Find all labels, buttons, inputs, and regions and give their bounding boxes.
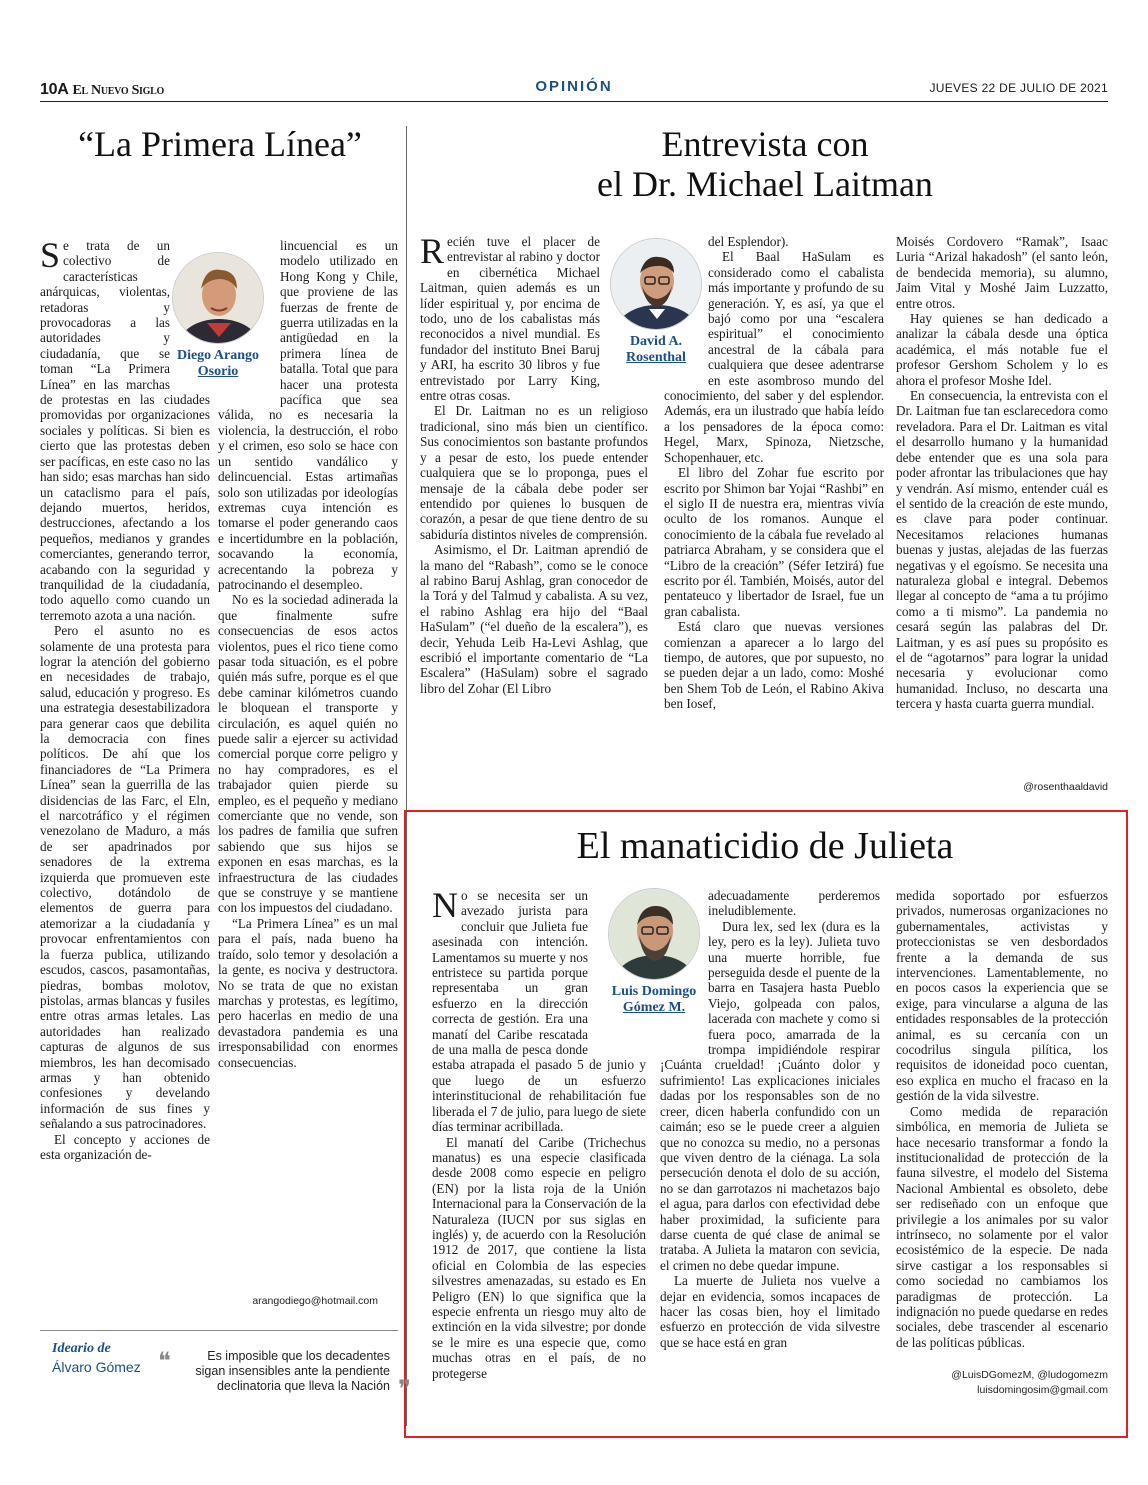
article2-paragraph: Asimismo, el Dr. Laitman aprendió de la mano del “Rabash”, como se le conoce al rabino Baruj Ashlag, gran conocedor de la Torá y del Talmud y cabalista. A su vez, el rabino Ashlag era hijo del “Baal HaSulam” (“el dueño de la escalera”), es decir, Yehuda Leib Ha-Levi Ashlag, que escribió el importante comentario de “La Escalera” (HaSulam) sobre el sagrado libro del Zohar (El Libro xyxy=(420,542,648,696)
article2-column-1 xyxy=(420,234,648,804)
article2-author-first: David A. xyxy=(629,334,683,349)
photo-space xyxy=(218,238,280,406)
ideario-label: Ideario de xyxy=(52,1341,111,1356)
photo-space xyxy=(660,888,708,1056)
article3-title xyxy=(420,826,1110,868)
article2-paragraph: del Esplendor). xyxy=(708,234,789,249)
article1-paragraph: “La Primera Línea” es un mal para el país, nada bueno ha traído, solo temor y desolación a la gente, es nociva y destructora. No se trata de que no existan marchas y protestas, es legítimo, pero hacerlas en medio de una devastadora pandemia es una irresponsabilidad con enormes consecuencias. xyxy=(218,915,398,1070)
article2-paragraph: El libro del Zohar fue escrito por escrito por Shimon bar Yojai “Rashbi” en el siglo II de nuestra era, mientras vivía oculto de los romanos. Aunque el conocimiento de la cábala fue revelado al patriarca Abraham, y se considera que el “Libro de la creación” (Séfer Ietzirá) fue escrito por él. También, Moisés, autor del pentateuco y libertador de Israel, fue un gran cabalista. xyxy=(664,465,884,619)
article3-paragraph: medida soportado por esfuerzos privados, numerosas organizaciones no gubernamentales, activistas y proteccionistas se ven desbordados frente a la demanda de sus intervenciones. Lamentablemente, no en pocos casos la experiencia que se exige, para vincularse a alguna de las entidades responsables de la protección animal, es su cercanía con un cocodrilus singula pilítica, los requisitos de idoneidad poco cuentan, eso explica en mucho el fracaso en la gestión de la vida silvestre. xyxy=(896,888,1108,1104)
article1-signature: arangodiego@hotmail.com xyxy=(252,1295,378,1307)
article1-column-1 xyxy=(40,238,210,1308)
photo-space xyxy=(600,234,648,386)
article3-paragraph: El manatí del Caribe (Trichechus manatus) es una especie clasificada desde 2008 como especie en peligro (EN) por la lista roja de la Unión Internacional para la Conservación de la Naturaleza (IUCN por sus siglas en inglés) y, de acuerdo con la Resolución 1912 de 2017, que contiene la lista oficial en Colombia de las especies silvestres amenazadas, su estado es En Peligro (EN) lo que significa que la especie enfrenta un riesgo muy alto de extinción en la vida silvestre; por donde se le mire es una especie que, como muchas otras en el país, de no protegerse xyxy=(432,1134,646,1381)
article3-paragraph: La muerte de Julieta nos vuelve a dejar en evidencia, somos incapaces de hacer las cosas bien, hoy el limitado esfuerzo en protección de vida silvestre que se hace está en gran xyxy=(660,1273,880,1350)
photo-space xyxy=(588,888,646,1056)
article2-column-3 xyxy=(896,234,1108,774)
article3-paragraph: Dura lex, sed lex (dura es la ley, pero es la ley). Julieta tuvo una muerte horrible, fue perseguida desde el puente de la barra en Tasajera hasta Pueblo Viejo, golpeada con palos, lacerada con machete y como si fuera poco, amarrada de la trompa impidiéndole respirar ¡Cuánta crueldad! ¡Cuánto dolor y sufrimiento! Las explicaciones iniciales dadas por los responsables son de no creer, dicen haberla confundido con un caimán; eso se le puede creer a alguien que no conozca su medio, no a personas que viven dentro de la ciénaga. La sola persecución denota el dolo de su acción, no se dan garrotazos ni machetazos bajo el agua, para darlos con efectividad debe haber proximidad, la suficiente para darse cuenta de qué clase de animal se trataba. A Julieta la mataron con sevicia, el crimen no debe quedar impune. xyxy=(660,918,880,1273)
article3-author-first: Luis Domingo xyxy=(611,984,697,999)
section-title: OPINIÓN xyxy=(535,78,613,95)
article2-title-line2: el Dr. Michael Laitman xyxy=(597,163,933,204)
ideario-quote: Es imposible que los decadentes sigan insensibles ante la pendiente declinatoria que lleva la Nación xyxy=(195,1349,390,1393)
article3-signature xyxy=(860,1368,1108,1398)
article2-author-last: Rosenthal xyxy=(626,350,686,365)
ideario-author: Álvaro Gómez xyxy=(52,1359,141,1375)
article1-author-first: Diego Arango xyxy=(176,348,260,363)
page-header xyxy=(40,78,1108,102)
article1-column-2 xyxy=(218,238,398,1308)
article1-title-text: “La Primera Línea” xyxy=(78,124,362,164)
article3-signature-email: luisdomingosim@gmail.com xyxy=(977,1384,1108,1396)
article2-paragraph: Recién tuve el placer de entrevistar al rabino y doctor en cibernética Michael Laitman, quien además es un líder espiritual y, por encima de todo, uno de los cabalistas más reconocidos a nivel mundial. Es fundador del instituto Bnei Baruj y ARI, ha escrito 30 libros y fue entrevistado por Larry King, entre otras cosas. xyxy=(420,234,600,404)
page-number: 10A xyxy=(40,81,69,98)
article3-dropcap: N xyxy=(432,888,458,925)
article3-paragraph: No se necesita ser un avezado jurista para concluir que Julieta fue asesinada con intención. Lamentamos su muerte y nos entristece su partida porque representaba un gran esfuerzo en la dirección correcta de gestión. Era una manatí del Caribe rescatada de una malla de pesca donde estaba atrapada el pasado 5 de junio y que luego de un esfuerzo interinstitucional de rehabilitación fue liberada el 7 de julio, para luego de siete días terminar acribillada. xyxy=(432,888,646,1135)
article2-column-2 xyxy=(664,234,884,794)
article2-paragraph: Hay quienes se han dedicado a analizar la cábala desde una óptica académica, el más notable fue el profesor Gershom Scholem y lo es ahora el profesor Moshe Idel. xyxy=(896,311,1108,388)
article2-title-line1: Entrevista con xyxy=(661,124,869,164)
article2-paragraph: En consecuencia, la entrevista con el Dr. Laitman fue tan esclarecedora como reveladora. Para el Dr. Laitman es vital el desarrollo humano y la humanidad debe entender que es una sola para poder afrontar las tribulaciones que hay y vendrán. Así mismo, entender cuál es el sentido de la creación de este mundo, es clave para poder continuar. Necesitamos relaciones humanas buenas y justas, alejadas de las fuerzas negativas y el egoísmo. Se necesita una naturaleza global e integral. Debemos llegar al concepto de “ama a tu prójimo como a ti mismo”. La pandemia no cesará según las palabras del Dr. Laitman, y es así pues su propósito es el de “agotarnos” para lograr la unidad necesaria y evolucionar como humanidad. Incluso, no descarta una tercera y hasta cuarta guerra mundial. xyxy=(896,388,1108,712)
article3-column-1 xyxy=(432,888,646,1384)
article1-paragraph: El concepto y acciones de esta organización de- xyxy=(40,1131,210,1162)
article1-paragraph: Pero el asunto no es solamente de una protesta para lograr la atención del gobierno en necesidades de trabajo, salud, educación y progreso. Es una estrategia desestabilizadora para generar caos que debilita la democracia con fines políticos. De ahí que los financiadores de “La Primera Línea” sean la guerrilla de las disidencias de las Farc, el Eln, el narcotráfico y el régimen venezolano de Maduro, a más de ser apadrinados por senadores de la extrema izquierda que promueven este colectivo, dotándolo de elementos de guerra para atemorizar a la ciudadanía y provocar enfrentamientos con la fuerza publica, utilizando escudos, cascos, pasamontañas, piedras, bombas molotov, pistolas, armas blancas y fusiles entre otras armas letales. Las autoridades han realizado capturas de algunos de sus miembros, les han decomisado armas y han obtenido confesiones y develando información de sus fines y señalando a sus patrocinadores. xyxy=(40,623,210,1132)
paper-name: El Nuevo Siglo xyxy=(72,83,164,98)
article3-paragraph: Como medida de reparación simbólica, en memoria de Julieta se hace necesario transformar a fondo la institucionalidad de protección de la fauna silvestre, el modelo del Sistema Nacional Ambiental es obsoleto, debe ser rediseñado con un enfoque que privilegie a los animales por su valor intrínseco, no solamente por el valor ecosistémico de la especie. De nada sirve castigar a los responsables si como sociedad no cambiamos los paradigmas de protección. La indignación no puede quedarse en redes sociales, debe trascender al escenario de las políticas públicas. xyxy=(896,1103,1108,1350)
article3-paragraph: adecuadamente perderemos ineludiblemente. xyxy=(708,888,880,919)
photo-space xyxy=(170,238,210,386)
article3-signature-social: @LuisDGomezM, @ludogomezm xyxy=(951,1369,1108,1381)
article3-column-2 xyxy=(660,888,880,1368)
article2-paragraph: El Baal HaSulam es considerado como el cabalista más importante y profundo de su generación. Y, es así, ya que el bajó como por una “escalera espiritual” el conocimiento ancestral de la cábala para cualquiera que desee adentrarse en este asombroso mundo del conocimiento, del saber y del esplendor. Además, era un ilustrado que había leído a los pensadores de la época como: Hegel, Marx, Spinoza, Nietzsche, Schopenhauer, etc. xyxy=(664,249,884,465)
article1-dropcap: S xyxy=(40,238,61,275)
article2-paragraph: El Dr. Laitman no es un religioso tradicional, sino más bien un científico. Sus conocimientos son bastante profundos y a pesar de esto, los puede entender cualquiera que se lo proponga, pues el mensaje de la cábala debe poder ser entendido por quienes lo busquen de corazón, a pesar de que tiene dentro de su sabiduría distintos niveles de comprensión. xyxy=(420,403,648,542)
article3-title-text: El manaticidio de Julieta xyxy=(576,825,954,867)
article1-paragraph: lincuencial es un modelo utilizado en Hong Kong y Chile, que proviene de las fuerzas de frente de guerra utilizadas en la antigüedad en la primera línea de batalla. Total que para hacer una protesta pacífica que sea válida, no es necesaria la violencia, la destrucción, el robo y el crimen, eso solo se hace con un sentido vandálico y delincuencial. Estas artimañas solo son utilizadas por ideologías extremas cuya intención es tomarse el poder generando caos e incertidumbre en la población, socavando la economía, acrecentando la pobreza y patrocinando el desempleo. xyxy=(218,238,398,592)
article2-paragraph: Está claro que nuevas versiones comienzan a aparecer a lo largo del tiempo, de autores, que por supuesto, no se pueden dejar a un lado, como: Moshé ben Shem Tob de León, el Rabino Akiva ben Iosef, xyxy=(664,619,884,712)
article1-paragraph: No es la sociedad adinerada la que finalmente sufre consecuencias de esos actos violentos, pues el rico tiene como pasar toda situación, es el pobre quién más sufre, porque es el que debe caminar kilómetros cuando le bloquean el transporte y circulación, es aquel quién no puede salir a ejercer su actividad comercial porque corre peligro y no hay compradores, es el trabajador quien pierde su empleo, es el pequeño y mediano comerciante que no vende, son los padres de familia que sufren sabiendo que sus hijos se exponen en esas marchas, es la infraestructura de las ciudades que se construye y se mantiene con los impuestos del ciudadano. xyxy=(218,592,398,916)
article1-paragraph: Se trata de un colectivo de características anárquicas, violentas, retadoras y provocadoras a las autoridades y ciudadanía, que se toman “La Primera Línea” en las marchas de protestas en las ciudades promovidas por organizaciones sociales y políticas. Si bien es cierto que las protestas deben ser pacíficas, en este caso no las han sido; esas marchas han sido un cataclismo para el país, dejando muertos, heridos, destrucciones, afectando a los pequeños, medianos y grandes comerciantes, generando terror, acabando con la seguridad y tranquilidad de la ciudadanía, todo aquello como cuando un terremoto azota a una nación. xyxy=(40,238,210,623)
article2-dropcap: R xyxy=(420,234,445,271)
ideario-box xyxy=(40,1330,411,1410)
article1-author-last: Osorio xyxy=(197,364,239,379)
issue-date: JUEVES 22 DE JULIO DE 2021 xyxy=(929,81,1108,95)
article2-title xyxy=(420,125,1110,204)
open-quote-icon: ❝ xyxy=(158,1347,171,1375)
article2-paragraph: Moisés Cordovero “Ramak”, Isaac Luria “Arizal hakadosh” (el santo león, de bendecida memoria), su alumno, Jaim Vital y Moshé Jaim Luzzatto, entre otros. xyxy=(896,234,1108,311)
article2-signature: @rosenthaaldavid xyxy=(1023,781,1108,793)
article1-title xyxy=(40,125,400,165)
photo-space xyxy=(664,234,708,386)
close-quote-icon: ❞ xyxy=(398,1375,411,1403)
article3-column-3 xyxy=(896,888,1108,1368)
article3-author-last: Gómez M. xyxy=(622,1000,686,1015)
